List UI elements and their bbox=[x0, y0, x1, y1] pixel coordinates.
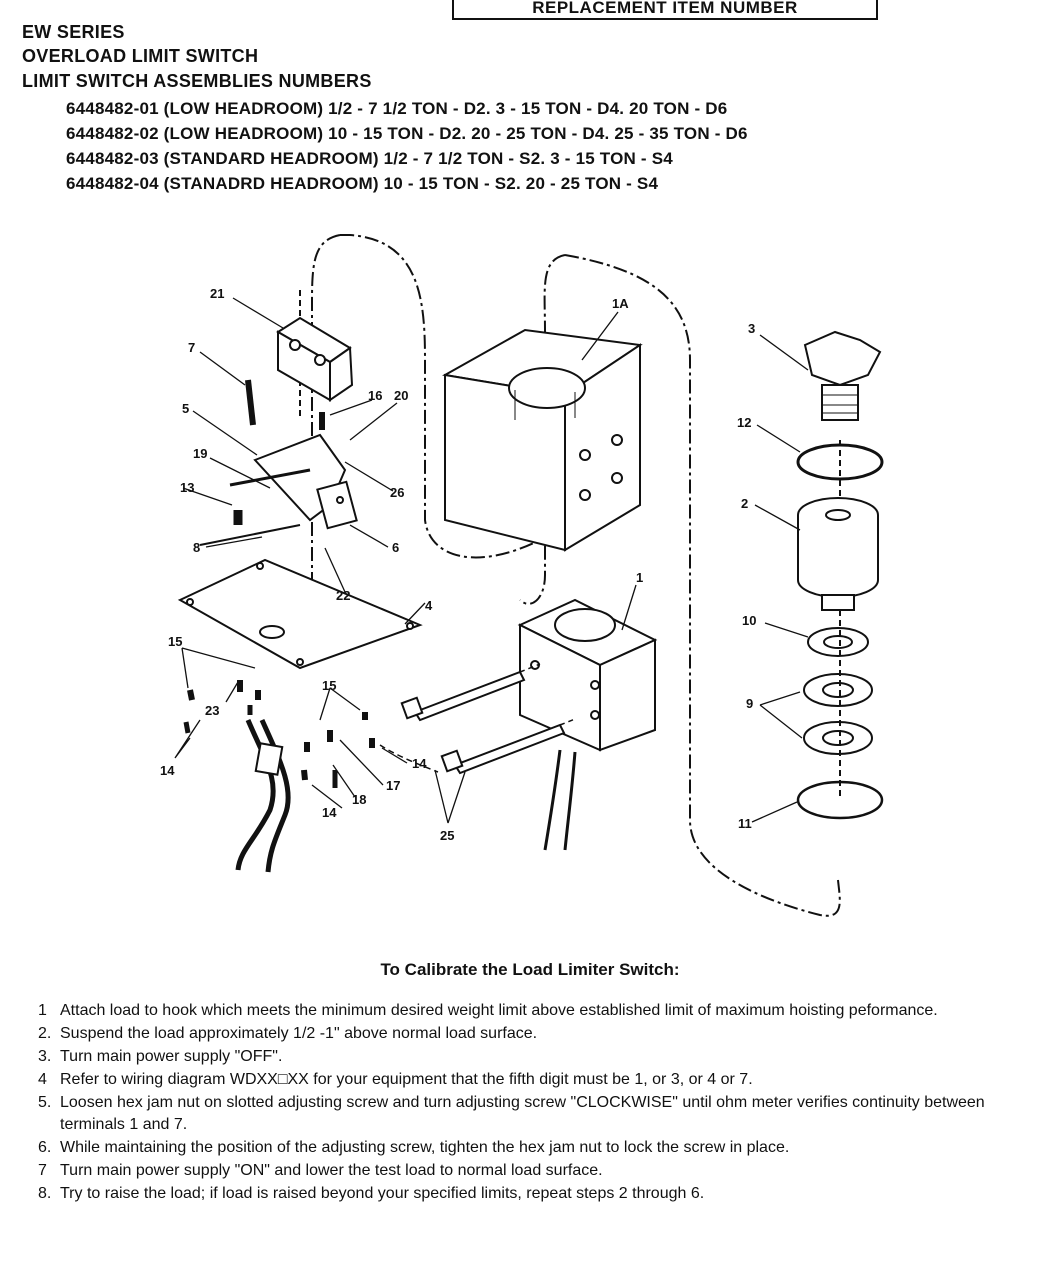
callout-6: 6 bbox=[392, 540, 400, 555]
callout-14-mid: 14 bbox=[412, 756, 427, 771]
step-number: 6. bbox=[38, 1139, 52, 1156]
switch-title: OVERLOAD LIMIT SWITCH bbox=[22, 46, 259, 66]
callout-16: 16 bbox=[368, 388, 383, 403]
callout-17: 17 bbox=[386, 778, 401, 793]
callout-25: 25 bbox=[440, 828, 455, 843]
step-number: 7 bbox=[38, 1162, 47, 1179]
step-text: Try to raise the load; if load is raised beyond your specified limits, repeat steps 2 through 6. bbox=[60, 1185, 705, 1202]
washer-10 bbox=[808, 628, 868, 656]
callout-20: 20 bbox=[394, 388, 409, 403]
step-item bbox=[38, 1069, 1048, 1091]
step-item bbox=[38, 1023, 1048, 1045]
callout-4: 4 bbox=[425, 598, 433, 613]
step-item bbox=[38, 1092, 1048, 1136]
assembly-line-03: 6448482-03 (STANDARD HEADROOM) 1/2 - 7 1/2 TON - S2. 3 - 15 TON - S4 bbox=[66, 149, 673, 168]
step-text: While maintaining the position of the adjusting screw, tighten the hex jam nut to lock the screw in place. bbox=[60, 1139, 790, 1156]
step-number: 8. bbox=[38, 1185, 52, 1202]
step-text: Suspend the load approximately 1/2 -1" above normal load surface. bbox=[60, 1025, 538, 1042]
callout-7: 7 bbox=[188, 340, 196, 355]
cable-right bbox=[545, 750, 575, 850]
step-item bbox=[38, 1183, 1048, 1205]
housing-block bbox=[445, 330, 640, 550]
callout-5: 5 bbox=[182, 401, 190, 416]
step-number: 1 bbox=[38, 1002, 47, 1019]
exploded-parts-diagram bbox=[0, 210, 1060, 950]
bracket bbox=[255, 435, 357, 528]
calibration-title: To Calibrate the Load Limiter Switch: bbox=[380, 960, 680, 979]
step-text: Turn main power supply "OFF". bbox=[60, 1048, 283, 1065]
callout-10: 10 bbox=[742, 613, 757, 628]
callout-21: 21 bbox=[210, 286, 225, 301]
callout-18: 18 bbox=[352, 792, 367, 807]
step-text: Refer to wiring diagram WDXX□XX for your equipment that the fifth digit must be 1, or 3, or 4 or 7. bbox=[60, 1071, 753, 1088]
step-number: 2. bbox=[38, 1025, 52, 1042]
step-number: 5. bbox=[38, 1094, 52, 1111]
ring-11 bbox=[798, 782, 882, 818]
step-text: Turn main power supply "ON" and lower the test load to normal load surface. bbox=[60, 1162, 603, 1179]
grommet bbox=[256, 743, 283, 774]
callout-12: 12 bbox=[737, 415, 752, 430]
part-8 bbox=[200, 525, 300, 545]
callout-1: 1 bbox=[636, 570, 644, 585]
replacement-item-number-header: REPLACEMENT ITEM NUMBER bbox=[452, 0, 878, 20]
callout-14-bottom: 14 bbox=[322, 805, 337, 820]
guide-path-left bbox=[312, 235, 340, 620]
screw-7 bbox=[248, 380, 253, 425]
callout-2: 2 bbox=[741, 496, 749, 511]
callout-26: 26 bbox=[390, 485, 405, 500]
callout-11: 11 bbox=[738, 816, 752, 831]
step-text: Attach load to hook which meets the minimum desired weight limit above established limit of maximum hoisting peformance. bbox=[60, 1002, 938, 1019]
callout-8: 8 bbox=[193, 540, 201, 555]
assemblies-title: LIMIT SWITCH ASSEMBLIES NUMBERS bbox=[22, 71, 372, 91]
spindle bbox=[798, 498, 878, 610]
assembly-line-02: 6448482-02 (LOW HEADROOM) 10 - 15 TON - D2. 20 - 25 TON - D4. 25 - 35 TON - D6 bbox=[66, 124, 748, 143]
callout-15-right: 15 bbox=[322, 678, 337, 693]
step-number: 3. bbox=[38, 1048, 52, 1065]
step-text: Loosen hex jam nut on slotted adjusting screw and turn adjusting screw "CLOCKWISE" until ohm meter verifies continuity between terminals 1 and 7. bbox=[60, 1094, 985, 1133]
step-item bbox=[38, 1160, 1048, 1182]
step-item bbox=[38, 1046, 1048, 1068]
step-item bbox=[38, 1137, 1048, 1159]
series-title: EW SERIES bbox=[22, 22, 125, 42]
cover-plate bbox=[180, 560, 420, 668]
callout-14-left: 14 bbox=[160, 763, 175, 778]
callout-19: 19 bbox=[193, 446, 208, 461]
callout-15-left: 15 bbox=[168, 634, 183, 649]
calibration-steps bbox=[38, 1000, 1048, 1206]
callout-13: 13 bbox=[180, 480, 195, 495]
callout-23: 23 bbox=[205, 703, 220, 718]
callout-3: 3 bbox=[748, 321, 756, 336]
callout-1A: 1A bbox=[612, 296, 629, 311]
washer-9b bbox=[804, 722, 872, 754]
step-number: 4 bbox=[38, 1071, 47, 1088]
knob bbox=[805, 332, 880, 420]
washer-9a bbox=[804, 674, 872, 706]
cable-left-a bbox=[238, 720, 273, 870]
callout-22: 22 bbox=[336, 588, 351, 603]
step-item bbox=[38, 1000, 1048, 1022]
small-housing bbox=[520, 600, 655, 750]
assembly-line-04: 6448482-04 (STANADRD HEADROOM) 10 - 15 TON - S2. 20 - 25 TON - S4 bbox=[66, 174, 659, 193]
limit-switch bbox=[278, 318, 352, 400]
callout-9: 9 bbox=[746, 696, 754, 711]
assembly-line-01: 6448482-01 (LOW HEADROOM) 1/2 - 7 1/2 TON - D2. 3 - 15 TON - D4. 20 TON - D6 bbox=[66, 99, 728, 118]
